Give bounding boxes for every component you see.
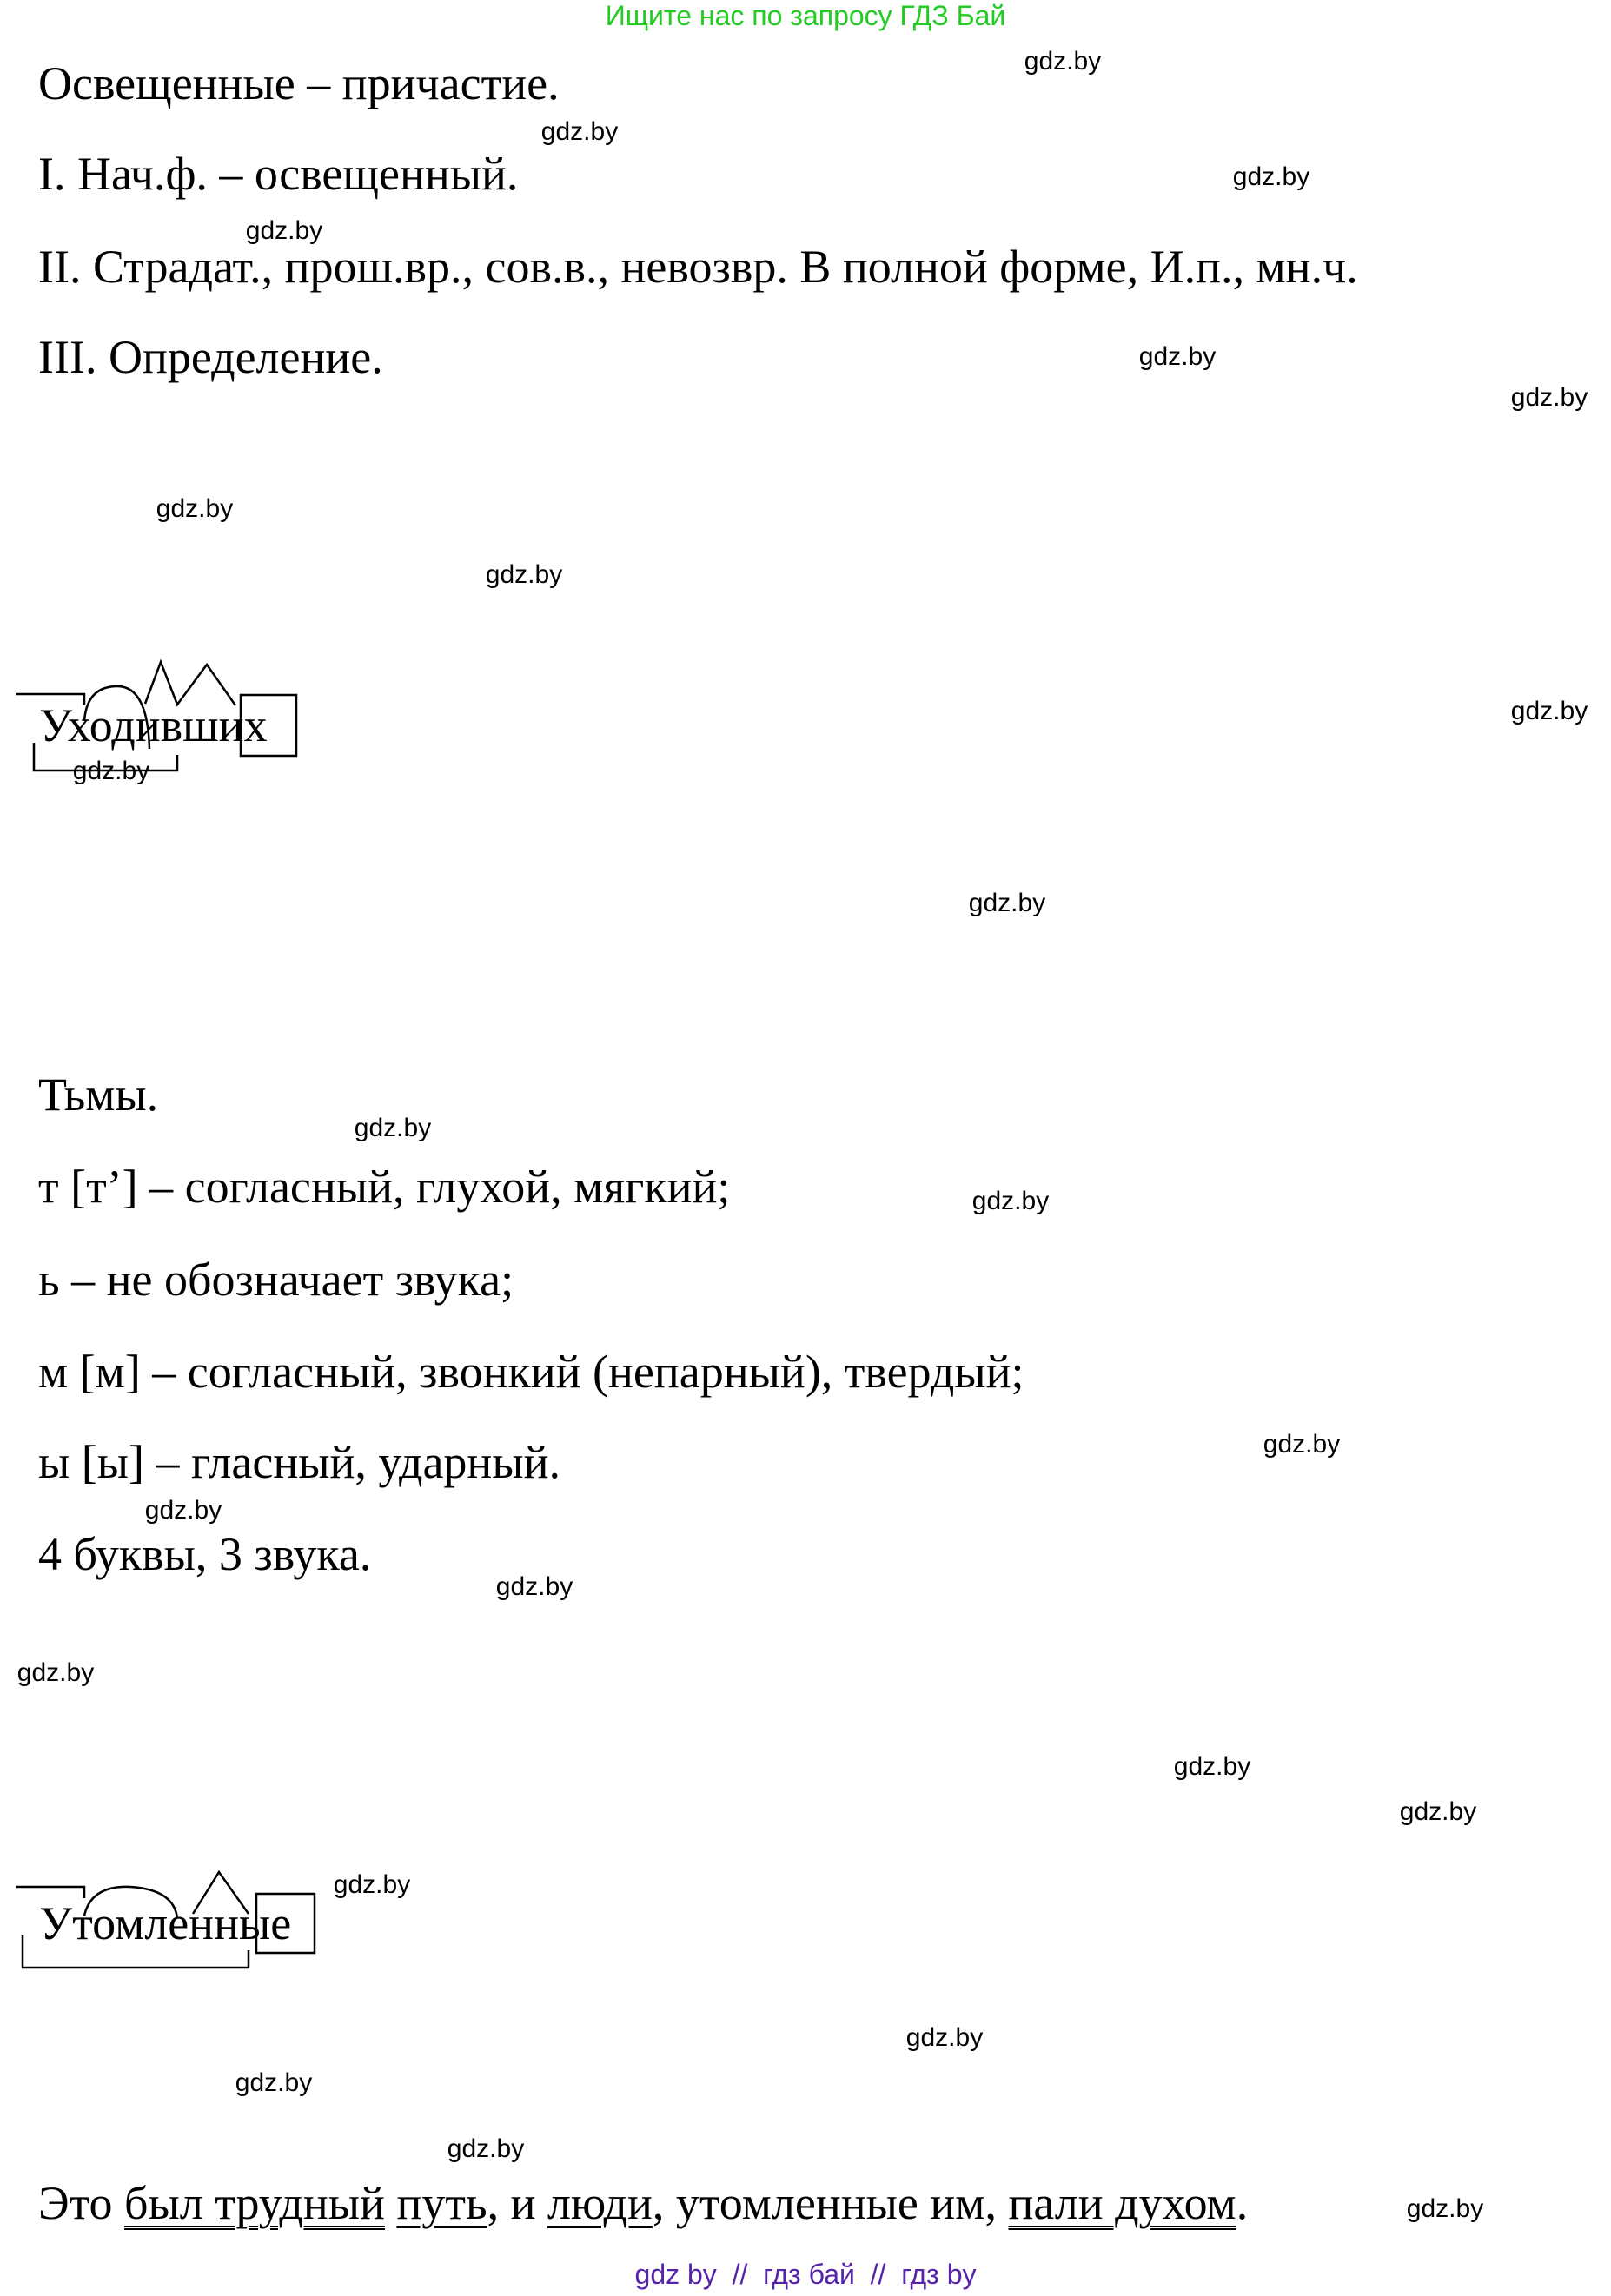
watermark: gdz.by — [72, 757, 150, 785]
phonetic-line: т [т’] – согласный, глухой, мягкий; — [38, 1161, 731, 1213]
sentence-text: . — [1236, 2177, 1249, 2229]
watermark: gdz.by — [1024, 47, 1102, 76]
phonetic-line: 4 буквы, 3 звука. — [38, 1528, 372, 1580]
watermark: gdz.by — [354, 1114, 432, 1142]
watermark: gdz.by — [905, 2023, 984, 2052]
watermark: gdz.by — [485, 560, 563, 589]
phonetic-line: ь – не обозначает звука; — [38, 1254, 514, 1306]
watermark: gdz.by — [1263, 1430, 1341, 1459]
sentence-text — [385, 2177, 397, 2229]
watermark: gdz.by — [245, 216, 323, 245]
watermark: gdz.by — [144, 1496, 222, 1525]
morpheme-word: Уходивших — [39, 699, 268, 751]
subject: путь — [396, 2177, 487, 2229]
predicate: был трудный — [124, 2177, 385, 2229]
watermark: gdz.by — [17, 1658, 95, 1687]
analysis-line: I. Нач.ф. – освещенный. — [38, 148, 519, 200]
watermark: gdz.by — [447, 2134, 525, 2163]
watermark: gdz.by — [235, 2068, 313, 2097]
morpheme-word: Утомленные — [39, 1897, 292, 1949]
predicate: пали духом — [1008, 2177, 1236, 2229]
sentence-text: , и — [487, 2177, 547, 2229]
analysis-line: III. Определение. — [38, 331, 383, 383]
sentence-text: Это — [38, 2177, 125, 2229]
footer-links: gdz by // гдз бай // гдз by — [634, 2259, 977, 2290]
watermark: gdz.by — [1173, 1752, 1251, 1781]
analysis-line: II. Страдат., прош.вр., сов.в., невозвр. В полной форме, И.п., мн.ч. — [38, 241, 1358, 293]
subject: люди — [547, 2177, 653, 2229]
watermark: gdz.by — [1406, 2194, 1484, 2223]
watermark: gdz.by — [1510, 383, 1588, 412]
phonetic-line: Тьмы. — [38, 1069, 159, 1121]
watermark: gdz.by — [1232, 162, 1310, 191]
sentence-text: , утомленные им, — [652, 2177, 1009, 2229]
parsed-sentence — [38, 2177, 1248, 2229]
watermark: gdz.by — [1510, 697, 1588, 725]
phonetic-line: ы [ы] – гласный, ударный. — [38, 1436, 561, 1488]
watermark: gdz.by — [1138, 342, 1217, 371]
phonetic-line: м [м] – согласный, звонкий (непарный), твердый; — [38, 1346, 1024, 1398]
watermark: gdz.by — [968, 889, 1046, 917]
watermark: gdz.by — [495, 1572, 573, 1601]
search-hint-banner: Ищите нас по запросу ГДЗ Бай — [605, 0, 1006, 31]
watermark: gdz.by — [540, 117, 619, 146]
watermark: gdz.by — [971, 1187, 1050, 1215]
watermark: gdz.by — [156, 494, 234, 523]
analysis-line: Освещенные – причастие. — [38, 57, 560, 109]
watermark: gdz.by — [333, 1870, 411, 1899]
watermark: gdz.by — [1399, 1797, 1477, 1826]
